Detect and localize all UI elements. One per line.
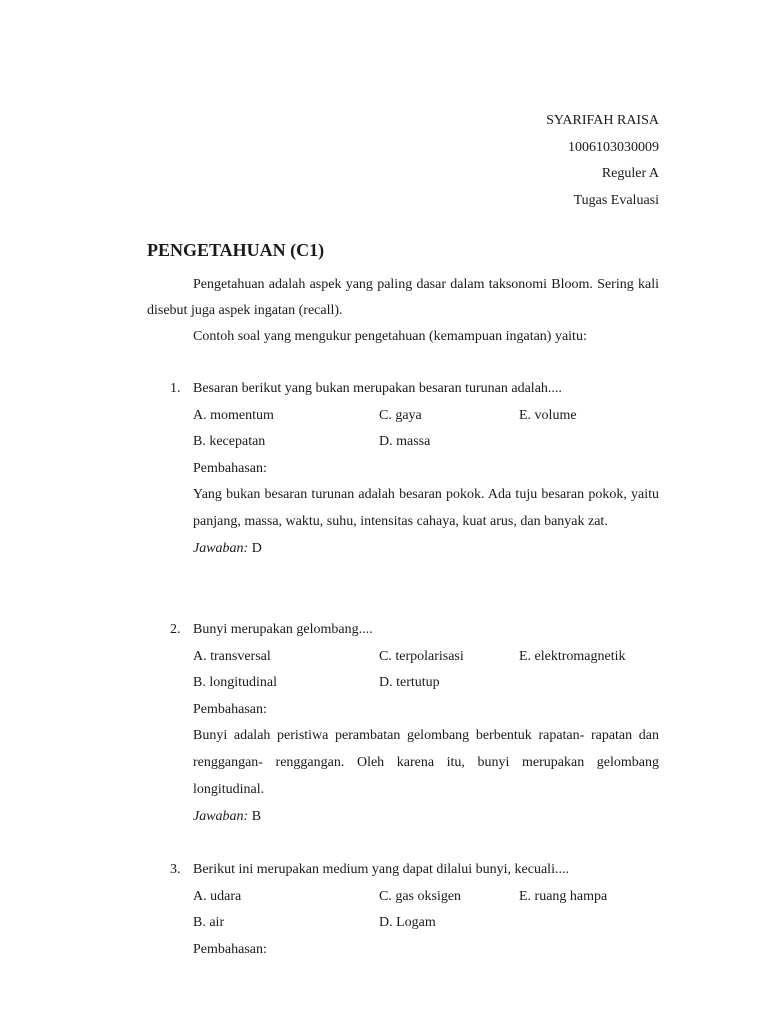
option-d: D. tertutup <box>379 675 440 690</box>
answer-value: B <box>251 808 262 824</box>
explanation: Yang bukan besaran turunan adalah besaran pokok. Ada tuju besaran pokok, yaitu panjang, massa, waktu, suhu, intensitas cahaya, kuat arus, dan banyak zat. <box>193 487 659 529</box>
question-line <box>170 857 660 884</box>
options-row-2 <box>170 910 660 937</box>
option-c: C. gas oksigen <box>379 888 462 904</box>
option-a: A. transversal <box>193 648 271 664</box>
question-text: Berikut ini merupakan medium yang dapat dilalui bunyi, kecuali.... <box>193 862 569 877</box>
option-e: E. ruang hampa <box>519 888 608 904</box>
option-b: B. air <box>193 915 225 930</box>
question-number: 1. <box>170 381 181 396</box>
option-e: E. elektromagnetik <box>519 648 626 664</box>
option-b: B. kecepatan <box>193 434 266 449</box>
option-e: E. volume <box>519 407 577 423</box>
explanation: Bunyi adalah peristiwa perambatan gelombang berbentuk rapatan- rapatan dan renggangan- renggangan. Oleh karena itu, bunyi merupakan gelombang longitudinal. <box>193 728 659 797</box>
option-c: C. terpolarisasi <box>379 648 464 664</box>
discussion-label: Pembahasan: <box>193 701 267 717</box>
student-info <box>546 108 659 214</box>
question-line <box>170 617 660 644</box>
question-1 <box>170 376 660 562</box>
option-d: D. massa <box>379 434 431 449</box>
options-row-2 <box>170 670 660 697</box>
discussion-label: Pembahasan: <box>193 460 267 476</box>
question-number: 3. <box>170 862 181 877</box>
question-text: Bunyi merupakan gelombang.... <box>193 622 373 637</box>
options-row-1 <box>170 644 660 671</box>
question-text: Besaran berikut yang bukan merupakan besaran turunan adalah.... <box>193 381 562 396</box>
intro-paragraph: Pengetahuan adalah aspek yang paling dasar dalam taksonomi Bloom. Sering kali disebut juga aspek ingatan (recall). <box>147 277 659 318</box>
student-id: 1006103030009 <box>568 139 659 155</box>
section-title: PENGETAHUAN (C1) <box>147 240 325 260</box>
question-3 <box>170 857 660 963</box>
answer-value: D <box>251 540 262 556</box>
answer-label: Jawaban: <box>193 808 249 824</box>
options-row-2 <box>170 429 660 456</box>
answer-line <box>170 536 660 563</box>
options-row-1 <box>170 884 660 911</box>
discussion-label: Pembahasan: <box>193 941 267 957</box>
question-number: 2. <box>170 622 181 637</box>
answer-label: Jawaban: <box>193 540 249 556</box>
intro-example-line: Contoh soal yang mengukur pengetahuan (kemampuan ingatan) yaitu: <box>193 329 587 344</box>
option-c: C. gaya <box>379 407 422 423</box>
assignment-title: Tugas Evaluasi <box>573 192 659 208</box>
option-a: A. udara <box>193 888 242 904</box>
student-name: SYARIFAH RAISA <box>546 113 659 128</box>
option-b: B. longitudinal <box>193 675 277 690</box>
option-a: A. momentum <box>193 407 274 423</box>
question-line <box>170 376 660 403</box>
student-class: Reguler A <box>601 166 659 181</box>
options-row-1 <box>170 403 660 430</box>
answer-line <box>170 804 660 831</box>
option-d: D. Logam <box>379 915 436 930</box>
question-2 <box>170 617 660 830</box>
